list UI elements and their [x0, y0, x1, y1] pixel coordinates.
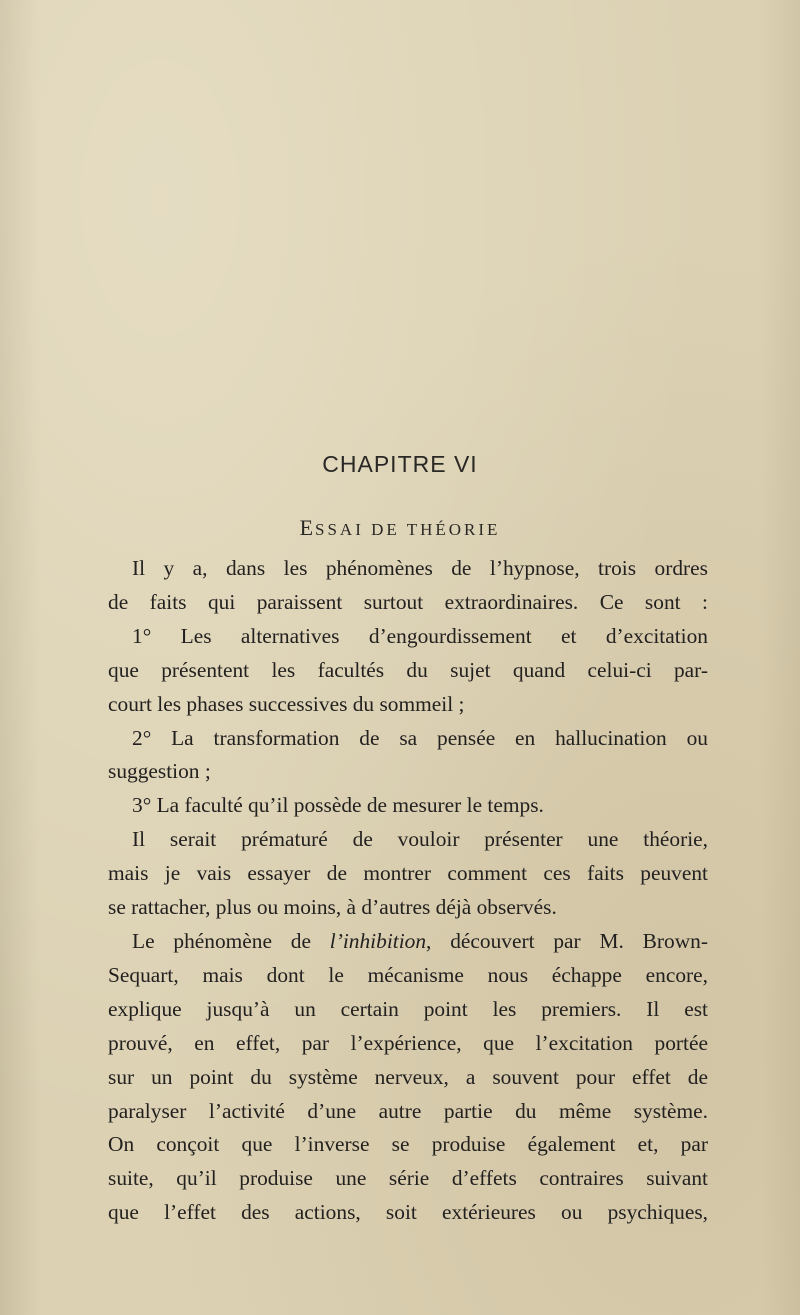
text-fragment: Le phénomène de — [132, 928, 330, 953]
italic-term: l’inhibition — [329, 928, 427, 953]
text-line: que l’effet des actions, soit extérieures ou psychiques, — [108, 1200, 708, 1225]
text-line: Il serait prématuré de vouloir présenter une théorie, — [132, 827, 708, 852]
text-line — [108, 925, 708, 959]
text-line: sur un point du système nerveux, a souvent pour effet de — [108, 1064, 708, 1089]
text-line: prouvé, en effet, par l’expérience, que l’excitation portée — [108, 1030, 708, 1055]
text-line: Sequart, mais dont le mécanisme nous échappe encore, — [108, 962, 708, 987]
section-title-initial: E — [299, 515, 316, 540]
text-line: court les phases successives du sommeil ; — [108, 691, 465, 716]
text-line: 3° La faculté qu’il possède de mesurer le temps. — [132, 793, 544, 818]
text-fragment: , découvert par M. Brown- — [426, 928, 708, 953]
text-line: de faits qui paraissent surtout extraordinaires. Ce sont : — [108, 589, 708, 614]
text-line: Il y a, dans les phénomènes de l’hypnose, trois ordres — [132, 556, 708, 580]
chapter-title: CHAPITRE VI — [322, 451, 478, 477]
text-line: suite, qu’il produise une série d’effets contraires suivant — [108, 1166, 708, 1191]
text-line: On conçoit que l’inverse se produise également et, par — [108, 1132, 708, 1157]
body-text — [108, 552, 708, 1230]
text-line: 2° La transformation de sa pensée en hallucination ou — [132, 725, 708, 750]
text-line: suggestion ; — [108, 759, 211, 784]
text-line: que présentent les facultés du sujet quand celui-ci par- — [108, 657, 708, 682]
section-title — [0, 515, 800, 541]
text-line: se rattacher, plus ou moins, à d’autres déjà observés. — [108, 895, 557, 920]
text-line: paralyser l’activité d’une autre partie du même système. — [108, 1098, 708, 1123]
text-line: explique jusqu’à un certain point les premiers. Il est — [108, 996, 708, 1021]
text-line: 1° Les alternatives d’engourdissement et d’excitation — [132, 623, 708, 648]
text-line: mais je vais essayer de montrer comment ces faits peuvent — [108, 861, 708, 886]
section-title-rest: SSAI DE THÉORIE — [315, 520, 501, 539]
